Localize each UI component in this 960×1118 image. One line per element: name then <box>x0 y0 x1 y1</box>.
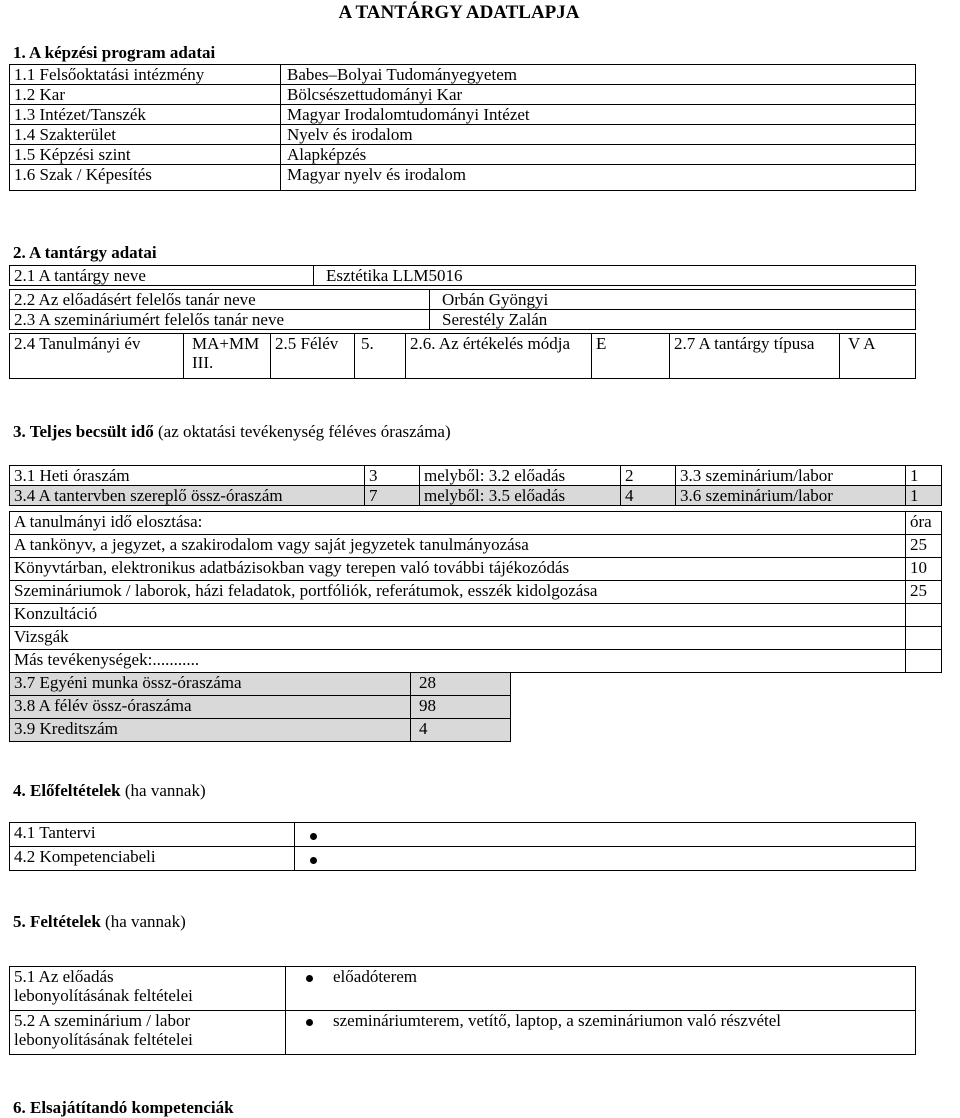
table-row <box>10 604 942 627</box>
section-3-heading-rest: (az oktatási tevékenység féléves óraszáma) <box>153 422 451 441</box>
table-row <box>10 512 942 535</box>
hours-table <box>9 465 942 506</box>
table-row <box>10 125 916 145</box>
year-value-line-1: MA+MM <box>192 334 260 353</box>
table-row <box>10 334 916 379</box>
row-value: Orbán Gyöngyi <box>430 290 916 310</box>
row-value: Babes–Bolyai Tudományegyetem <box>281 65 916 85</box>
condition-label-line-1: 5.1 Az előadás <box>14 967 114 986</box>
row-value: Magyar Irodalomtudományi Intézet <box>281 105 916 125</box>
evaluation-label: 2.6. Az értékelés módja <box>406 334 592 379</box>
prereq-label: 4.2 Kompetenciabeli <box>10 847 295 871</box>
section-1-heading: 1. A képzési program adatai <box>13 43 216 62</box>
weekly-seminar-label: 3.3 szeminárium/labor <box>676 466 906 486</box>
condition-value-text: szemináriumterem, vetítő, laptop, a szemináriumon való részvétel <box>333 1011 781 1030</box>
table-row <box>10 486 942 506</box>
table-row <box>10 558 942 581</box>
row-label: 1.5 Képzési szint <box>10 145 281 165</box>
weekly-seminar-value: 1 <box>906 466 942 486</box>
year-label: 2.4 Tanulmányi év <box>10 334 184 379</box>
section-5-heading-bold: 5. Feltételek <box>13 912 101 931</box>
bullet-icon <box>310 857 317 864</box>
table-row <box>10 696 511 719</box>
total-value: 28 <box>411 673 511 696</box>
table-row <box>10 65 916 85</box>
total-hours-label: 3.4 A tantervben szereplő össz-óraszám <box>10 486 365 506</box>
distribution-unit: óra <box>906 512 942 535</box>
evaluation-value: E <box>592 334 670 379</box>
condition-value <box>286 1011 916 1055</box>
weekly-hours-label: 3.1 Heti óraszám <box>10 466 365 486</box>
bullet-icon <box>306 1019 313 1026</box>
row-value: Magyar nyelv és irodalom <box>281 165 916 191</box>
section-5-heading-rest: (ha vannak) <box>100 912 186 931</box>
semester-label: 2.5 Félév <box>271 334 355 379</box>
table-row <box>10 650 942 673</box>
weekly-lecture-value: 2 <box>621 466 676 486</box>
condition-value-text: előadóterem <box>333 967 418 986</box>
study-time-table <box>9 511 942 673</box>
table-row <box>10 627 942 650</box>
activity-hours: 25 <box>906 535 942 558</box>
total-hours-value: 7 <box>365 486 420 506</box>
table-row <box>10 165 916 191</box>
row-label: 2.3 A szemináriumért felelős tanár neve <box>10 310 430 330</box>
activity-label: Konzultáció <box>10 604 906 627</box>
table-row <box>10 673 511 696</box>
total-seminar-label: 3.6 szeminárium/labor <box>676 486 906 506</box>
table-row <box>10 967 916 1011</box>
activity-hours <box>906 604 942 627</box>
table-row <box>10 581 942 604</box>
course-name-table <box>9 265 916 286</box>
table-row <box>10 466 942 486</box>
activity-hours <box>906 650 942 673</box>
conditions-table <box>9 966 916 1055</box>
bullet-icon <box>306 975 313 982</box>
condition-label-line-2: lebonyolításának feltételei <box>14 1030 193 1049</box>
activity-label: Más tevékenységek:........... <box>10 650 906 673</box>
section-4-heading-rest: (ha vannak) <box>120 781 206 800</box>
bullet-icon <box>310 833 317 840</box>
distribution-label: A tanulmányi idő elosztása: <box>10 512 906 535</box>
program-data-table <box>9 64 916 191</box>
row-value: Serestély Zalán <box>430 310 916 330</box>
activity-hours <box>906 627 942 650</box>
row-label: 2.1 A tantárgy neve <box>10 266 314 286</box>
row-label: 2.2 Az előadásért felelős tanár neve <box>10 290 430 310</box>
row-value: Esztétika LLM5016 <box>314 266 916 286</box>
condition-label-line-2: lebonyolításának feltételei <box>14 986 193 1005</box>
row-value: Alapképzés <box>281 145 916 165</box>
document-title: A TANTÁRGY ADATLAPJA <box>338 2 580 23</box>
section-4-heading <box>13 781 206 801</box>
condition-label <box>10 1011 286 1055</box>
total-label: 3.8 A félév össz-óraszáma <box>10 696 411 719</box>
condition-value <box>286 967 916 1011</box>
row-label: 1.3 Intézet/Tanszék <box>10 105 281 125</box>
activity-label: Könyvtárban, elektronikus adatbázisokban vagy terepen való további tájékozódás <box>10 558 906 581</box>
total-value: 98 <box>411 696 511 719</box>
table-row <box>10 310 916 330</box>
prerequisites-table <box>9 822 916 871</box>
condition-label-line-1: 5.2 A szeminárium / labor <box>14 1011 191 1030</box>
table-row <box>10 85 916 105</box>
section-2-heading: 2. A tantárgy adatai <box>13 243 157 262</box>
section-3-heading-bold: 3. Teljes becsült idő <box>13 422 154 441</box>
course-meta-table <box>9 333 916 379</box>
table-row <box>10 145 916 165</box>
table-row <box>10 105 916 125</box>
activity-label: Vizsgák <box>10 627 906 650</box>
condition-label <box>10 967 286 1011</box>
total-lecture-value: 4 <box>621 486 676 506</box>
row-label: 1.6 Szak / Képesítés <box>10 165 281 191</box>
weekly-lecture-label: melyből: 3.2 előadás <box>420 466 621 486</box>
activity-label: A tankönyv, a jegyzet, a szakirodalom vagy saját jegyzetek tanulmányozása <box>10 535 906 558</box>
table-row <box>10 847 916 871</box>
table-row <box>10 719 511 742</box>
section-3-heading <box>13 422 451 442</box>
semester-value: 5. <box>355 334 406 379</box>
year-value-line-2: III. <box>192 353 214 372</box>
table-row <box>10 290 916 310</box>
prereq-label: 4.1 Tantervi <box>10 823 295 847</box>
table-row <box>10 266 916 286</box>
teachers-table <box>9 289 916 330</box>
table-row <box>10 535 942 558</box>
section-5-heading <box>13 912 186 932</box>
activity-hours: 10 <box>906 558 942 581</box>
type-label: 2.7 A tantárgy típusa <box>670 334 840 379</box>
row-label: 1.1 Felsőoktatási intézmény <box>10 65 281 85</box>
row-value: Bölcsészettudományi Kar <box>281 85 916 105</box>
total-lecture-label: melyből: 3.5 előadás <box>420 486 621 506</box>
table-row <box>10 1011 916 1055</box>
section-4-heading-bold: 4. Előfeltételek <box>13 781 121 800</box>
prereq-value <box>295 847 916 871</box>
type-value: V A <box>840 334 916 379</box>
row-label: 1.2 Kar <box>10 85 281 105</box>
totals-table <box>9 672 511 742</box>
activity-hours: 25 <box>906 581 942 604</box>
total-value: 4 <box>411 719 511 742</box>
row-value: Nyelv és irodalom <box>281 125 916 145</box>
total-seminar-value: 1 <box>906 486 942 506</box>
table-row <box>10 823 916 847</box>
activity-label: Szemináriumok / laborok, házi feladatok, portfóliók, referátumok, esszék kidolgozása <box>10 581 906 604</box>
section-6-heading: 6. Elsajátítandó kompetenciák <box>13 1098 234 1117</box>
row-label: 1.4 Szakterület <box>10 125 281 145</box>
total-label: 3.7 Egyéni munka össz-óraszáma <box>10 673 411 696</box>
prereq-value <box>295 823 916 847</box>
year-value <box>184 334 271 379</box>
weekly-hours-value: 3 <box>365 466 420 486</box>
total-label: 3.9 Kreditszám <box>10 719 411 742</box>
